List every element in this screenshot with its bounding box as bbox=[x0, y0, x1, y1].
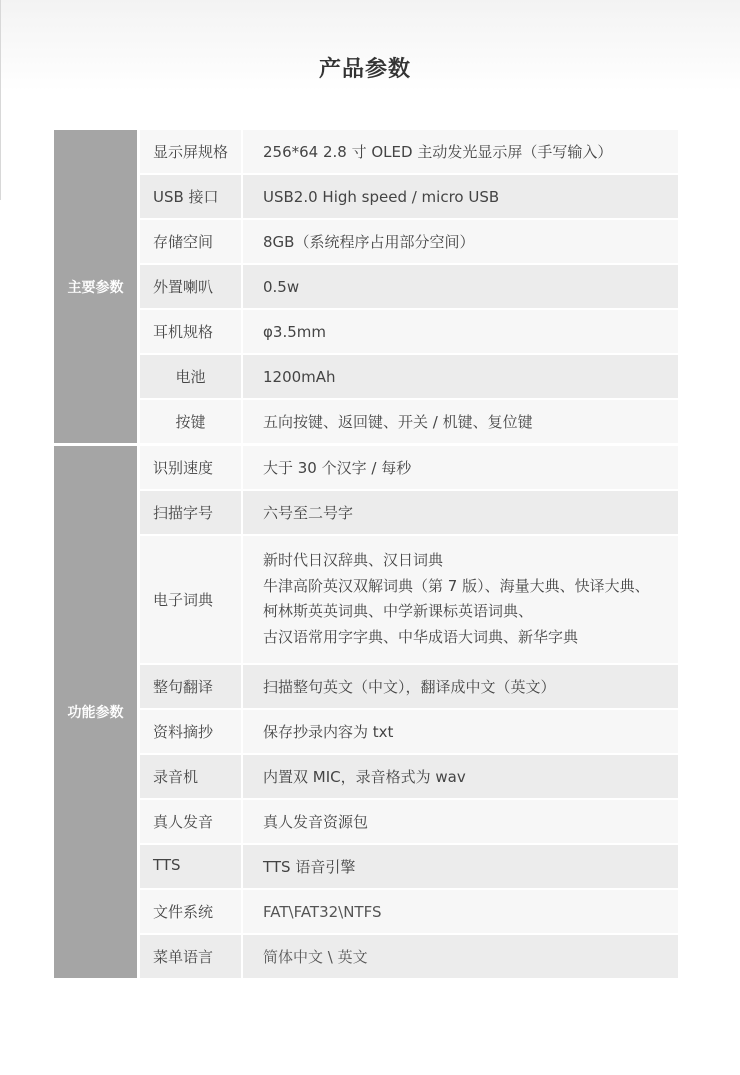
param-value: 保存抄录内容为 txt bbox=[243, 710, 678, 753]
spec-table bbox=[54, 130, 678, 981]
param-value: 五向按键、返回键、开关 / 机键、复位键 bbox=[243, 400, 678, 443]
param-value bbox=[243, 536, 678, 663]
table-row bbox=[140, 491, 678, 534]
table-row bbox=[140, 265, 678, 308]
table-row bbox=[140, 446, 678, 489]
section-main-params bbox=[54, 130, 678, 443]
param-name: 录音机 bbox=[140, 755, 241, 798]
param-name: 电池 bbox=[140, 355, 241, 398]
param-name: 扫描字号 bbox=[140, 491, 241, 534]
dictionary-line: 新时代日汉辞典、汉日词典 bbox=[263, 551, 444, 569]
param-value: 内置双 MIC，录音格式为 wav bbox=[243, 755, 678, 798]
param-name: 菜单语言 bbox=[140, 935, 241, 978]
table-row bbox=[140, 935, 678, 978]
param-value: FAT\FAT32\NTFS bbox=[243, 890, 678, 933]
param-value: 256*64 2.8 寸 OLED 主动发光显示屏（手写输入） bbox=[243, 130, 678, 173]
param-value: 简体中文 \ 英文 bbox=[243, 935, 678, 978]
param-value: 8GB（系统程序占用部分空间） bbox=[243, 220, 678, 263]
section-label: 功能参数 bbox=[54, 446, 137, 978]
param-name: USB 接口 bbox=[140, 175, 241, 218]
param-value: 扫描整句英文（中文），翻译成中文（英文） bbox=[243, 665, 678, 708]
param-value: TTS 语音引擎 bbox=[243, 845, 678, 888]
dictionary-line: 柯林斯英英词典、中学新课标英语词典、 bbox=[263, 602, 534, 620]
table-row bbox=[140, 175, 678, 218]
table-row bbox=[140, 355, 678, 398]
page-title: 产品参数 bbox=[318, 57, 411, 82]
param-value: 大于 30 个汉字 / 每秒 bbox=[243, 446, 678, 489]
dictionary-line: 牛津高阶英汉双解词典（第 7 版）、海量大典、快译大典、 bbox=[263, 576, 650, 595]
param-value: 六号至二号字 bbox=[243, 491, 678, 534]
param-name: 识别速度 bbox=[140, 446, 241, 489]
table-row bbox=[140, 536, 678, 663]
param-value: 真人发音资源包 bbox=[243, 800, 678, 843]
table-row bbox=[140, 400, 678, 443]
table-row bbox=[140, 220, 678, 263]
param-value: 1200mAh bbox=[243, 355, 678, 398]
param-name: 显示屏规格 bbox=[140, 130, 241, 173]
table-row bbox=[140, 890, 678, 933]
section-function-params bbox=[54, 446, 678, 978]
section-label: 主要参数 bbox=[54, 130, 137, 443]
param-value: USB2.0 High speed / micro USB bbox=[243, 175, 678, 218]
table-row bbox=[140, 845, 678, 888]
dictionary-line: 古汉语常用字字典、中华成语大词典、新华字典 bbox=[263, 627, 579, 646]
section-rows bbox=[140, 130, 678, 443]
param-name: 按键 bbox=[140, 400, 241, 443]
param-name: 真人发音 bbox=[140, 800, 241, 843]
param-name: 资料摘抄 bbox=[140, 710, 241, 753]
param-name: 存储空间 bbox=[140, 220, 241, 263]
param-name: 整句翻译 bbox=[140, 665, 241, 708]
param-name: 文件系统 bbox=[140, 890, 241, 933]
param-name: 外置喇叭 bbox=[140, 265, 241, 308]
section-rows bbox=[140, 446, 678, 978]
param-name: 耳机规格 bbox=[140, 310, 241, 353]
param-name: 电子词典 bbox=[140, 536, 241, 663]
table-row bbox=[140, 130, 678, 173]
table-row bbox=[140, 800, 678, 843]
param-value: φ3.5mm bbox=[243, 310, 678, 353]
left-edge-line bbox=[0, 0, 1, 200]
table-row bbox=[140, 710, 678, 753]
table-row bbox=[140, 665, 678, 708]
table-row bbox=[140, 310, 678, 353]
table-row bbox=[140, 755, 678, 798]
param-name: TTS bbox=[140, 845, 241, 888]
param-value: 0.5w bbox=[243, 265, 678, 308]
